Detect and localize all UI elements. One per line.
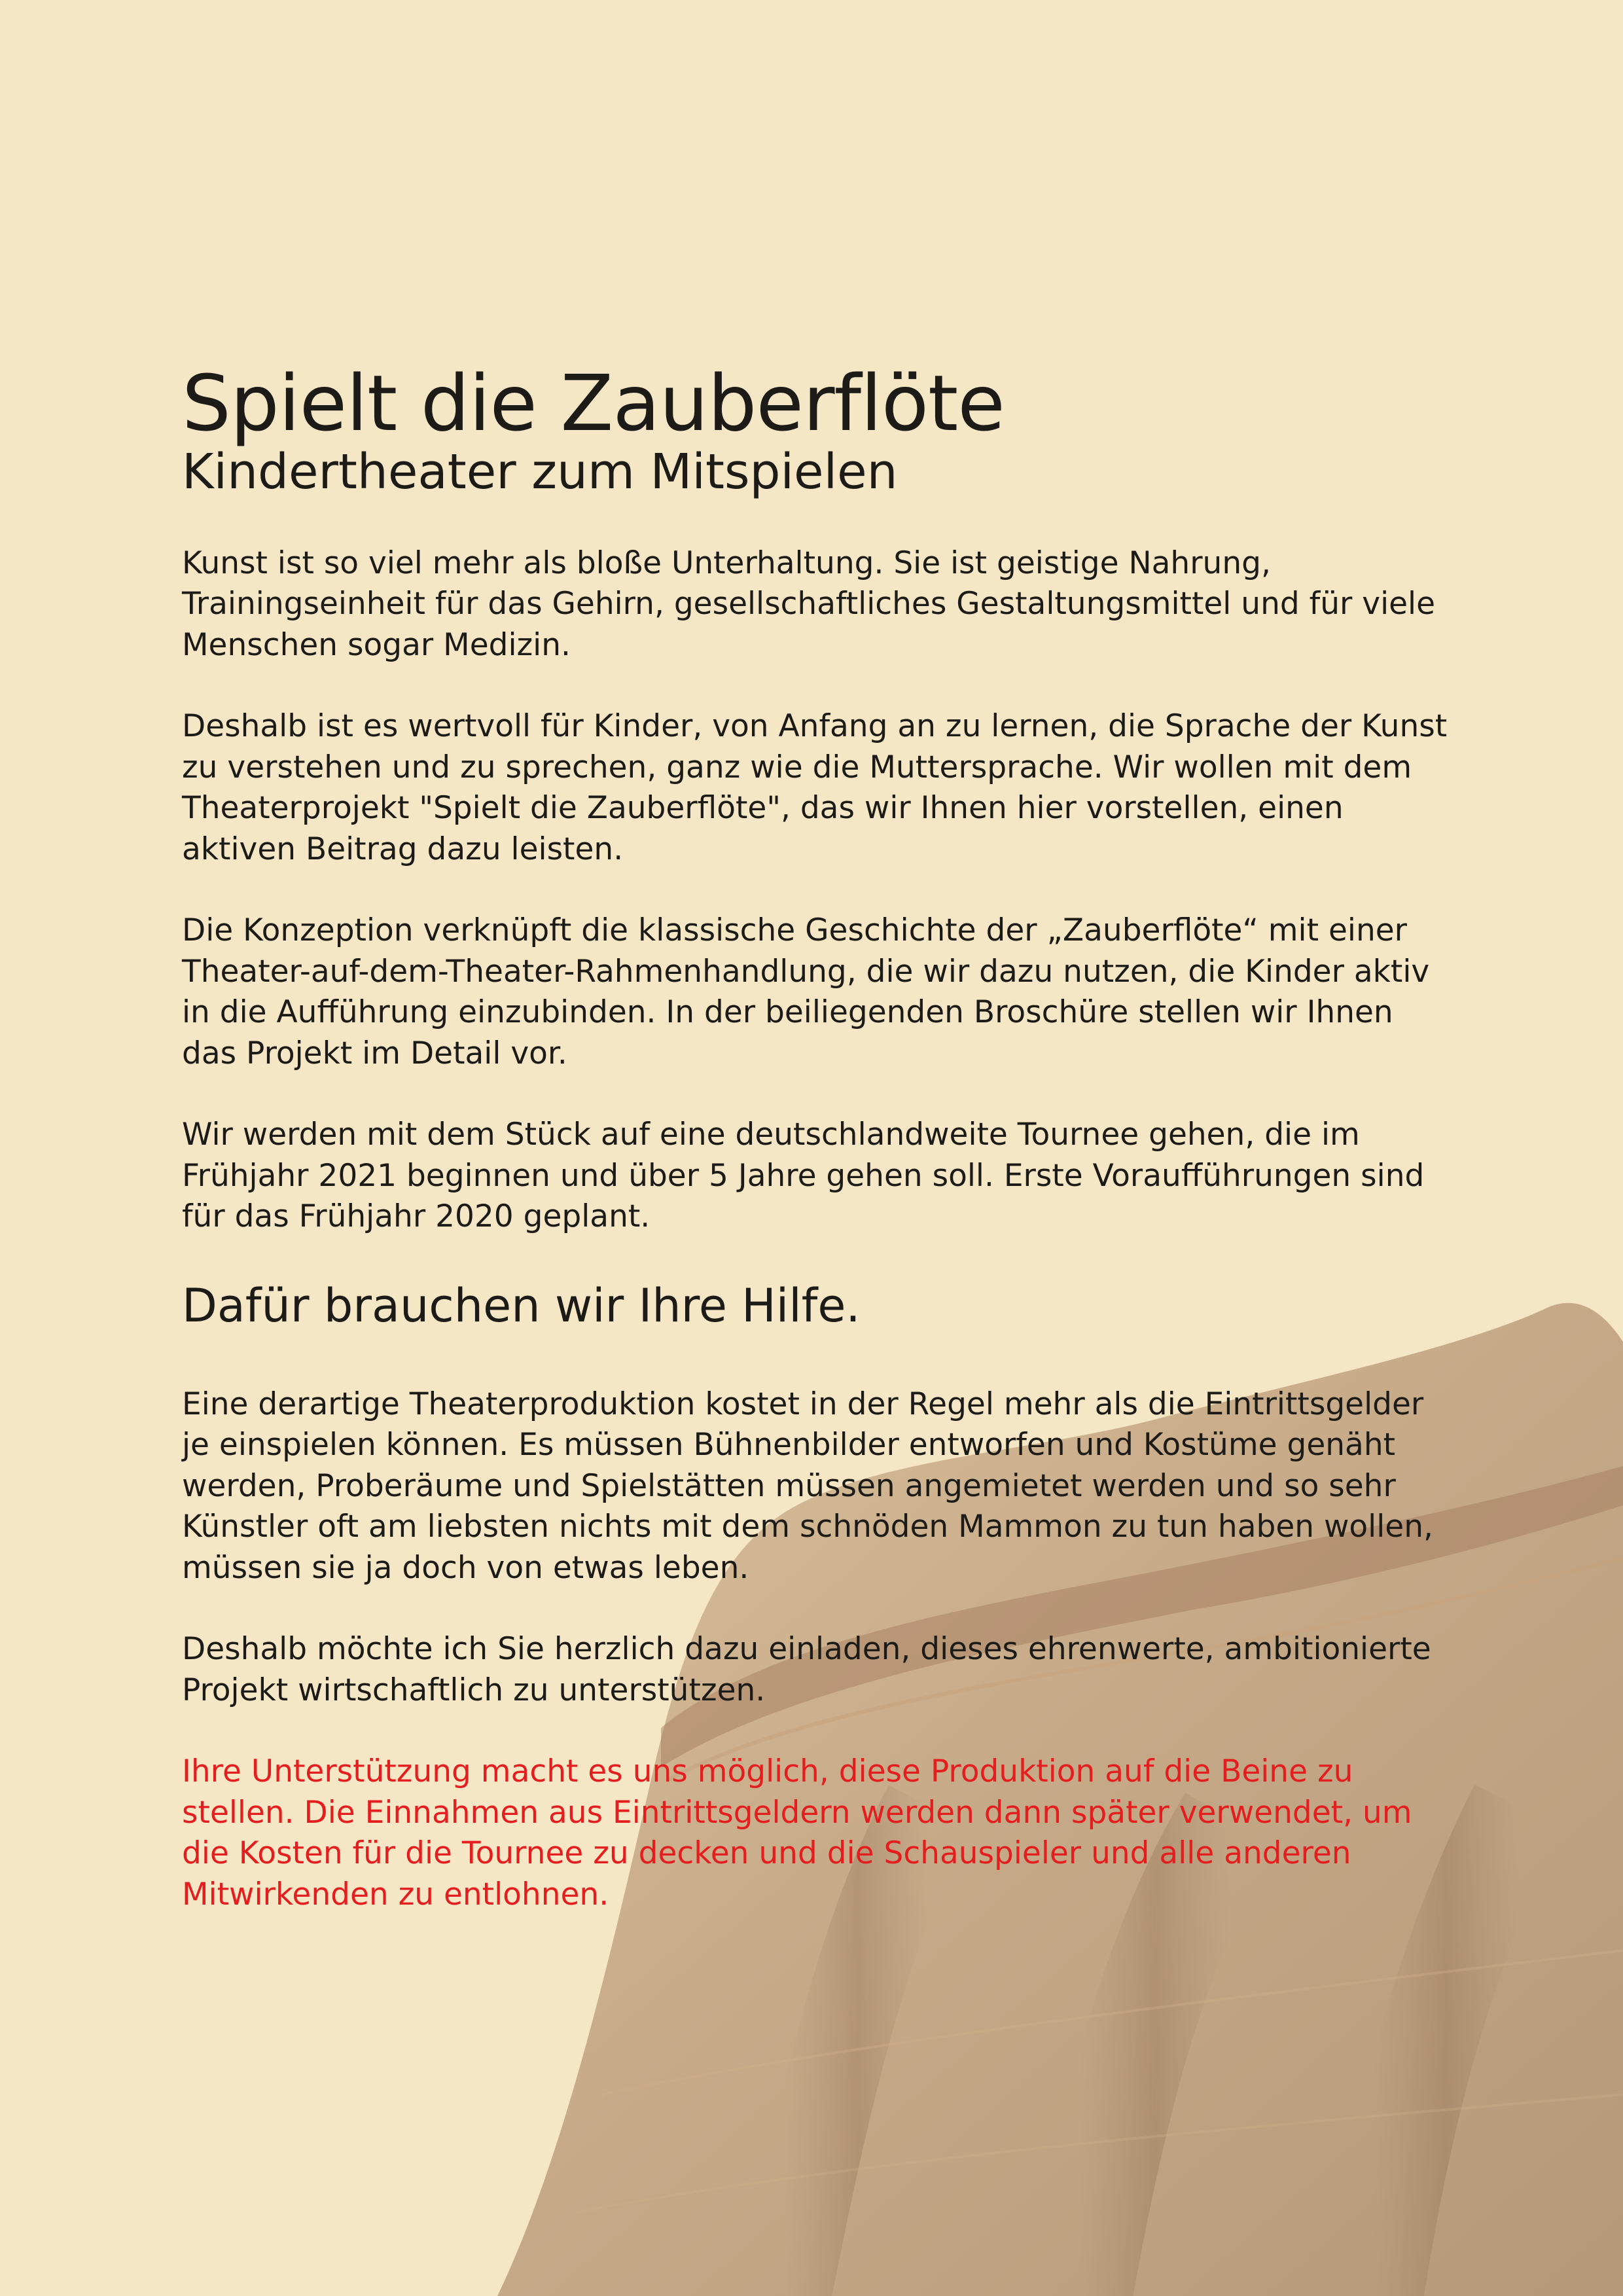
- body-paragraph: Wir werden mit dem Stück auf eine deutschlandweite Tournee gehen, die im Frühjahr 2021 beginnen und über 5 Jahre gehen soll. Erste Voraufführungen sind für das Frühjahr 2020 geplant.: [182, 1117, 1425, 1235]
- highlighted-paragraph: Ihre Unterstützung macht es uns möglich, diese Produktion auf die Beine zu stellen. Die Einnahmen aus Eintrittsgeldern werden dann später verwendet, um die Kosten für die Tournee zu decken und die Schauspieler und alle anderen Mitwirkenden zu entlohnen.: [182, 1753, 1412, 1912]
- section-heading: Dafür brauchen wir Ihre Hilfe.: [182, 1278, 861, 1333]
- body-paragraph: Deshalb möchte ich Sie herzlich dazu einladen, dieses ehrenwerte, ambitionierte Projekt wirtschaftlich zu unterstützen.: [182, 1631, 1431, 1708]
- body-paragraph: Die Konzeption verknüpft die klassische Geschichte der „Zauberflöte“ mit einer Theater-auf-dem-Theater-Rahmenhandlung, die wir dazu nutzen, die Kinder aktiv in die Aufführung einzubinden. In der beiliegenden Broschüre stellen wir Ihnen das Projekt im Detail vor.: [182, 912, 1430, 1071]
- page-subtitle: Kindertheater zum Mitspielen: [182, 443, 898, 500]
- body-paragraph: Deshalb ist es wertvoll für Kinder, von Anfang an zu lernen, die Sprache der Kunst zu verstehen und zu sprechen, ganz wie die Muttersprache. Wir wollen mit dem Theaterprojekt "Spielt die Zauberflöte", das wir Ihnen hier vorstellen, einen aktiven Beitrag dazu leisten.: [182, 708, 1448, 867]
- body-paragraph: Eine derartige Theaterproduktion kostet in der Regel mehr als die Eintrittsgelder je einspielen können. Es müssen Bühnenbilder entworfen und Kostüme genäht werden, Proberäume und Spielstätten müssen angemietet werden und so sehr Künstler oft am liebsten nichts mit dem schnöden Mammon zu tun haben wollen, müssen sie ja doch von etwas leben.: [182, 1386, 1433, 1586]
- page-title: Spielt die Zauberflöte: [182, 358, 1005, 448]
- letter-body: [182, 358, 1452, 1956]
- body-paragraph: Kunst ist so viel mehr als bloße Unterhaltung. Sie ist geistige Nahrung, Trainingseinheit für das Gehirn, gesellschaftliches Gestaltungsmittel und für viele Menschen sogar Medizin.: [182, 545, 1436, 663]
